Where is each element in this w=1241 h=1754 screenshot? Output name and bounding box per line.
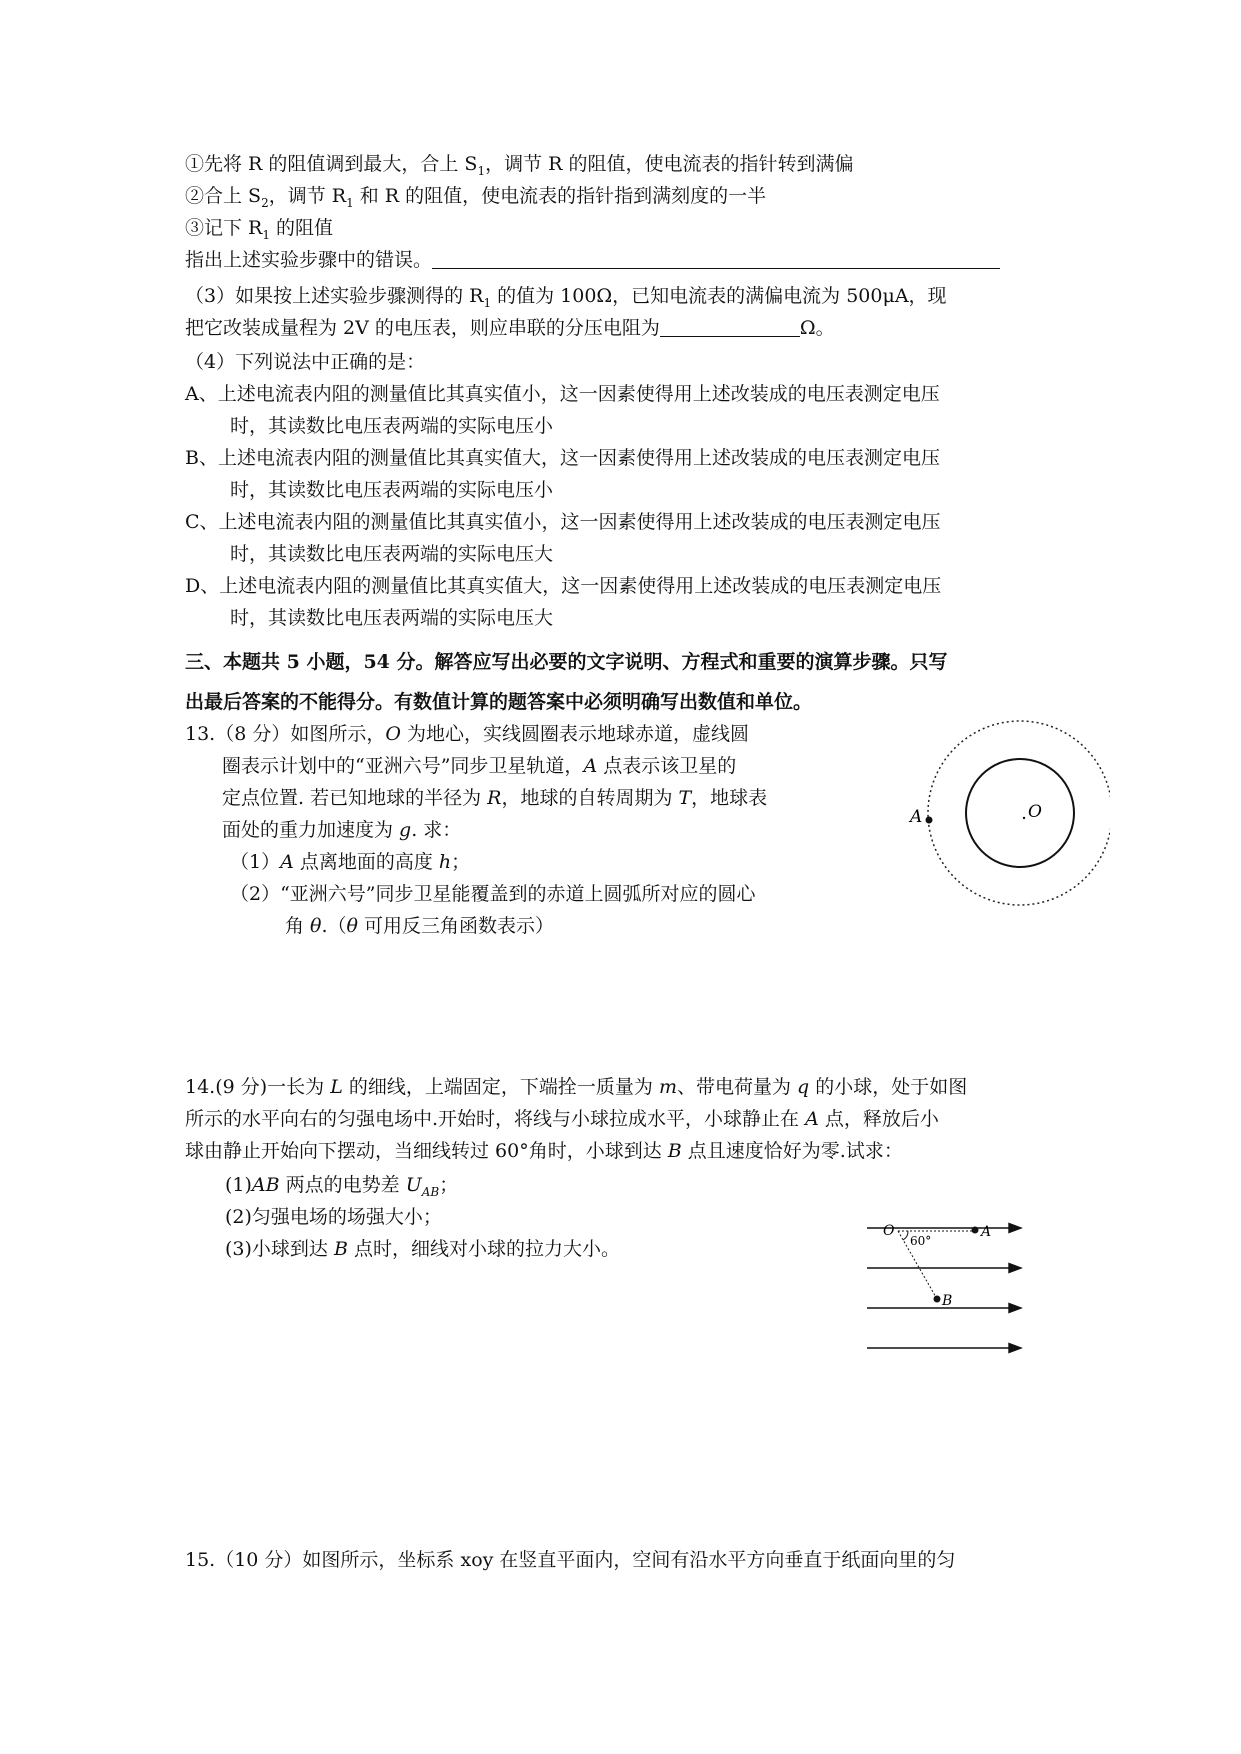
arrow-head-2 — [1009, 1264, 1021, 1273]
label-a: A — [910, 807, 923, 827]
q4-title: （4）下列说法中正确的是： — [185, 351, 426, 373]
arrow-head-4 — [1009, 1344, 1021, 1353]
q13-line-4: 面处的重力加速度为 g. 求： — [222, 819, 462, 841]
error-prompt: 指出上述实验步骤中的错误。 — [185, 248, 1000, 272]
option-b-line-1: B、上述电流表内阻的测量值比其真实值大，这一因素使得用上述改装成的电压表测定电压 — [185, 447, 940, 469]
angle-arc — [903, 1231, 908, 1240]
q3-line-1: （3）如果按上述实验步骤测得的 $R_1$ 的值为 100Ω，已知电流表的满偏电流为 500μA，现 — [185, 285, 947, 310]
option-c-line-2: 时，其读数比电压表两端的实际电压大 — [230, 543, 554, 565]
label-angle: 60° — [910, 1234, 932, 1248]
ball-b — [934, 1296, 941, 1303]
q14-line-2: 所示的水平向右的匀强电场中.开始时，将线与小球拉成水平，小球静止在 A 点，释放后小 — [185, 1108, 939, 1130]
ball-a — [972, 1227, 979, 1234]
section-3-header-line-1: 三、本题共 5 小题，54 分。解答应写出必要的文字说明、方程式和重要的演算步骤。只写 — [185, 651, 948, 673]
label-o: O — [883, 1223, 895, 1239]
q13-line-3: 定点位置. 若已知地球的半径为 R，地球的自转周期为 T，地球表 — [222, 787, 768, 809]
orbit-circle — [928, 721, 1110, 905]
q14-line-3: 球由静止开始向下摆动，当细线转过 60°角时，小球到达 B 点且速度恰好为零.试求： — [185, 1140, 903, 1162]
q13-part-1: （1）A 点离地面的高度 h； — [230, 851, 471, 873]
q14-part-3: (3)小球到达 B 点时，细线对小球的拉力大小。 — [225, 1238, 620, 1260]
option-b-line-2: 时，其读数比电压表两端的实际电压小 — [230, 479, 554, 501]
option-a-line-1: A、上述电流表内阻的测量值比其真实值小，这一因素使得用上述改装成的电压表测定电压 — [185, 383, 940, 405]
answer-blank-error[interactable] — [432, 248, 1000, 269]
step-1: ①先将 R 的阻值调到最大，合上 $S_1$，调节 R 的阻值，使电流表的指针转到满偏 — [185, 153, 854, 178]
q14-field-figure — [865, 1210, 1025, 1355]
label-o: O — [1028, 802, 1042, 822]
step-2: ②合上 $S_2$，调节 $R_1$ 和 R 的阻值，使电流表的指针指到满刻度的一半 — [185, 185, 767, 210]
q13-part-2-line-1: （2）“亚洲六号”同步卫星能覆盖到的赤道上圆弧所对应的圆心 — [230, 883, 756, 905]
q13-orbit-figure — [900, 715, 1110, 915]
option-d-line-1: D、上述电流表内阻的测量值比其真实值大，这一因素使得用上述改装成的电压表测定电压 — [185, 575, 942, 597]
satellite-point-a — [926, 817, 933, 824]
q14-line-1: 14.(9 分)一长为 L 的细线，上端固定，下端拴一质量为 m、带电荷量为 q 的小球，处于如图 — [185, 1076, 968, 1098]
section-3-header-line-2: 出最后答案的不能得分。有数值计算的题答案中必须明确写出数值和单位。 — [185, 691, 813, 713]
q13-line-1: 13.（8 分）如图所示，O 为地心，实线圆圈表示地球赤道，虚线圆 — [185, 723, 749, 745]
label-a: A — [981, 1224, 992, 1240]
option-c-line-1: C、上述电流表内阻的测量值比其真实值小，这一因素使得用上述改装成的电压表测定电压 — [185, 511, 941, 533]
q13-line-2: 圈表示计划中的“亚洲六号”同步卫星轨道，A 点表示该卫星的 — [222, 755, 737, 777]
center-point-o — [1023, 817, 1025, 819]
arrow-head-3 — [1009, 1304, 1021, 1313]
option-a-line-2: 时，其读数比电压表两端的实际电压小 — [230, 415, 554, 437]
q3-line-2: 把它改装成量程为 2V 的电压表，则应串联的分压电阻为 Ω。 — [185, 317, 835, 339]
option-d-line-2: 时，其读数比电压表两端的实际电压大 — [230, 607, 554, 629]
q14-part-1: (1)AB 两点的电势差 $U_{AB}$； — [225, 1174, 459, 1199]
q13-part-2-line-2: 角 θ.（θ 可用反三角函数表示） — [285, 915, 555, 937]
q14-part-2: (2)匀强电场的场强大小； — [225, 1206, 442, 1228]
answer-blank-resistance[interactable] — [660, 316, 800, 337]
equator-circle — [966, 759, 1074, 867]
q15-line-1: 15.（10 分）如图所示，坐标系 xoy 在竖直平面内，空间有沿水平方向垂直于纸面向里的匀 — [185, 1549, 956, 1571]
label-b: B — [942, 1293, 953, 1309]
step-3: ③记下 $R_1$ 的阻值 — [185, 217, 334, 242]
arrow-head-1 — [1009, 1224, 1021, 1233]
